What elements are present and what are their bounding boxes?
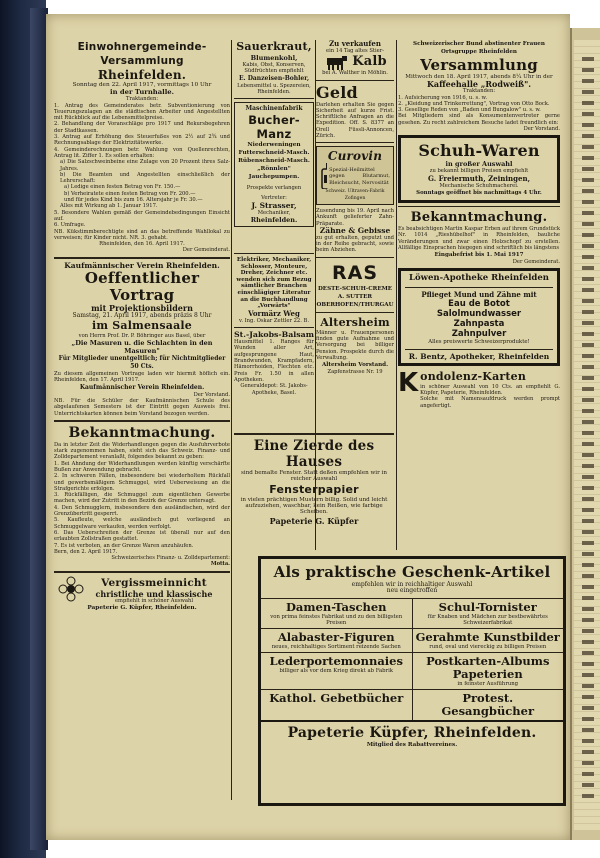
versammlung-place: Kaffeehalle „Rodweiß".	[426, 79, 532, 90]
kondolenz-initial: K	[398, 367, 419, 398]
bekannt-place-date: Bern, den 2. April 1917.	[54, 548, 118, 555]
zierde-product: Fensterpapier	[269, 482, 359, 496]
curovin-name: Curovin	[327, 149, 383, 164]
gift-sub2: neu eingetroffen	[386, 587, 438, 595]
bekannt2-title: Bekanntmachung.	[410, 209, 548, 225]
kondolenz-title: ondolenz-Karten	[420, 369, 527, 383]
bucher-name: Bucher-Manz	[248, 113, 300, 142]
gift-cell-sub: von prima feinstes Fabrikat und zu den billigsten Preisen	[270, 613, 403, 626]
gift-cell-title: Schul-Tornister	[438, 599, 537, 614]
sauerkraut-line: E. Danzeisen-Bohler,	[238, 74, 310, 82]
curovin-ad	[316, 146, 394, 205]
sauerkraut-line: Blumenkohl,	[250, 54, 298, 62]
column-rule	[231, 40, 232, 800]
einwohner-item: a) Die Salzschweinbeine eine Zulage von 20 Prozent ihres Salz-Jahres.	[60, 159, 230, 172]
gift-cell-title: Alabaster-Figuren	[277, 630, 395, 644]
altersheim-addr: Zapfenstrasse Nr. 19	[327, 369, 383, 376]
einwohner-item: b) Verheiratete einen festen Betrag von Fr. 200.—	[64, 190, 196, 197]
altersheim-ad	[316, 316, 394, 376]
zaehne-text: Zusendung bis 19. April nach Ankunft gelieferter Zahn-Präparate.	[316, 207, 394, 227]
einwohner-notice	[54, 40, 230, 254]
versammlung-pre: Schweizerischer Bund abstinenter Frauen Ortsgruppe Rheinfelden	[413, 41, 545, 55]
einwohner-item: 1. Antrag des Gemeinderates betr. Subventionierung von Teuerungszulagen an die städtischen Arbeiter und Angestellten mit Rückblick auf die Lebensmittelpreise.	[54, 102, 230, 122]
schuh-line4: Sonntags geöffnet bis nachmittags 4 Uhr.	[416, 189, 542, 196]
zierde-ad	[234, 430, 394, 525]
einwohner-item: 3. Antrag auf Erhöhung des Steuerfußes von 2½ auf 2¾ und Rechnungsablage der Elektrizitätswerke.	[54, 134, 230, 147]
vergiss-ad	[54, 576, 230, 612]
sauerkraut-ad	[234, 40, 314, 95]
bucher-label: Maschinenfabrik	[245, 105, 303, 113]
gift-cell-title-2: Papeterien	[452, 667, 523, 682]
gift-cell	[261, 690, 412, 720]
sauerkraut-title: Sauerkraut,	[236, 40, 312, 53]
verkaufen-ad	[316, 40, 394, 77]
versammlung-item: 2. „Kleidung und Trinkerrettung", Vortrag von Otto Bock.	[398, 100, 550, 107]
bekannt-title: Bekanntmachung.	[68, 424, 216, 441]
schuh-line3: Mechanische Schuhmacherei.	[439, 182, 519, 189]
schuh-ad	[398, 135, 560, 203]
bekannt-point: 3. Rückfälligen, die Schmuggel zum eigentlichen Gewerbe machen, wird der Zutritt in den Bezirk der Grenze untersagt.	[54, 492, 230, 505]
verkaufen-title: Zu verkaufen	[329, 39, 381, 48]
bekannt-point: 6. Das Ueberschreiten der Grenze ist überall nur auf den erlaubten Zollstraßen gestattet.	[54, 529, 230, 543]
vortrag-subtitle: mit Projektionsbildern	[91, 302, 193, 313]
gift-cell-sub: für Knaben und Mädchen zur bestbewährtes Schweizerfabrikat	[427, 613, 548, 626]
vergiss-title: Vergissmeinnicht	[101, 576, 207, 589]
gift-cell-title: Gerahmte Kunstbilder	[415, 630, 560, 644]
vortrag-date: Samstag, 21. April 1917, abends präzis 8 Uhr	[72, 311, 212, 319]
verkaufen-sub: ein 14 Tag altes Stier-	[326, 48, 384, 54]
sauerkraut-line: Südfrüchten empfiehlt	[244, 68, 304, 75]
next-page-text-fragments	[582, 50, 596, 805]
sauerkraut-line: Lebensmittel u. Spezereien,	[237, 82, 311, 89]
bekannt-name: Motta.	[210, 561, 230, 568]
column-3	[316, 40, 394, 376]
balsam-depot: Generaldepot: St. Jakobs-Apotheke, Basel.	[240, 383, 308, 396]
kondolenz-text: in schöner Auswahl von 10 Cts. an empfiehlt G. Küpfer, Papeterie, Rheinfelden.	[420, 383, 560, 397]
einwohner-item: 5. Besondere Wahlen gemäß der Gemeindebedingungen Einsicht auf.	[54, 209, 230, 222]
flower-ornament-icon	[58, 576, 84, 602]
kondolenz-ad	[398, 367, 560, 409]
zaehne-ad	[316, 208, 394, 254]
vergiss-line3: empfiehlt in schöner Auswahl	[114, 597, 194, 604]
bucher-item: Rübenschneid-Masch.	[238, 158, 310, 165]
versammlung-title: Versammlung	[420, 56, 538, 74]
bucher-rep2: Mechaniker,	[257, 209, 291, 216]
column-rule	[396, 40, 397, 550]
einwohner-item: und für jedes Kind bis zum 16. Altersjahr je Fr. 30.—	[64, 197, 203, 204]
zaehne-sub: zu gut erhalten, geputzt und in der Reihe gebracht, sowie beim Abziehen.	[316, 234, 394, 254]
bekannt-point: 1. Bei Ahndung der Widerhandlungen werden künftig verschärfte Bußen zur Anwendung gebracht.	[54, 460, 230, 473]
apotheke-note: Alles preiswerte Schweizerprodukte!	[428, 339, 530, 346]
bucher-city: Rheinfelden.	[250, 216, 298, 225]
geld-text: Darlehen erhalten Sie gegen Sicherheit auf kurze Frist. Schriftliche Anfragen an die Expedition. Off. S. 8377 an Orell Füssli-Annoncen, Zürich.	[316, 101, 394, 140]
balsam-text: Hausmittel 1. Ranges für Wunden aller Art, aufgesprungene Haut, Brandwunden, Krampfadern, Hämorrhoiden, Flechten etc. Preis Fr. 1.50 in allen Apotheken.	[234, 339, 314, 383]
vortrag-org: Kaufmännischer Verein Rheinfelden.	[64, 260, 220, 270]
bekannt-point: 4. Den Schmugglern, insbesondere den ausländischen, wird der Grenzübertritt gesperrt.	[54, 504, 230, 518]
einwohner-place-date: Rheinfelden, den 16. April 1917.	[99, 241, 185, 248]
geld-title: Geld	[316, 82, 358, 102]
curovin-maker: Schweiz. Ultraven-Fabrik Zofingen	[325, 189, 385, 201]
bucher-vertreter: Vertreter:	[261, 195, 287, 202]
apotheke-footer: R. Bentz, Apotheker, Rheinfelden	[408, 351, 550, 361]
bekannt2-notice	[398, 210, 560, 265]
zierde-text: sind bemalte Fenster. Statt deßen empfehlen wir in reicher Auswahl	[241, 470, 387, 483]
gift-cell-sub: neues, reichhaltiges Sortiment reizende Sachen	[271, 644, 401, 650]
elektriker-addr: v. Ing. Oskar Zettler 22. B.	[239, 317, 309, 324]
bucher-prospekt: Prospekte verlangen	[246, 185, 302, 192]
zierde-firm: Papeterie G. Küpfer	[269, 516, 359, 527]
apotheke-title: Löwen-Apotheke Rheinfelden	[409, 273, 549, 284]
gift-cell	[412, 599, 564, 628]
einwohner-traktanden-label: Traktanden:	[125, 96, 159, 103]
vortrag-invite: Zu diesem allgemeinen Vortrage laden wir hiermit höflich ein. Rheinfelden, den 17. April 1917.	[54, 371, 230, 384]
bekannt-body: Da in letzter Zeit die Widerhandlungen gegen die Ausfuhrverbote stark zugenommen haben, sieht sich das Schweiz. Finanz- und Zolldepartement veranlaßt, folgendes bekannt zu geben:	[54, 441, 230, 461]
ras-line2: A. SUTTER	[337, 293, 373, 300]
einwohner-item: 4. Gemeinderechnungen betr. Wahlung von Quellenrechten, Antrag lit. Ziffer 1. Es sollen erhalten:	[54, 146, 230, 159]
gift-footer: Mitglied des Rabattvereines.	[366, 742, 458, 749]
bekannt-notice	[54, 425, 230, 568]
zierde-title: Eine Zierde des Hauses	[253, 438, 375, 470]
gift-sub1: empfehlen wir in reichhaltiger Auswahl	[351, 581, 473, 588]
verkaufen-name: Kalb	[352, 54, 387, 70]
bekannt2-signer: Der Gemeinderat.	[512, 259, 560, 266]
gift-cell-sub: rund, oval und viereckig zu billigen Preisen	[429, 644, 547, 650]
versammlung-notice	[398, 40, 560, 132]
elektriker-weg: Vormärz Weg	[248, 308, 300, 318]
versammlung-item: 3. Gesellige Reden von „Baden und Bungalow" u. s. w.	[398, 107, 541, 114]
calf-icon	[323, 54, 349, 70]
schuh-line1: in großer Auswahl	[445, 160, 513, 169]
apotheke-ad	[398, 268, 560, 365]
vortrag-board: Der Vorstand.	[193, 391, 230, 398]
altersheim-title: Altersheim	[320, 315, 390, 329]
vortrag-notice	[54, 262, 230, 417]
einwohner-item: a) Ledige einen festen Betrag von Fr. 150.—	[64, 184, 181, 191]
gift-articles-ad	[258, 556, 566, 806]
gift-cell-title: Damen-Taschen	[285, 599, 387, 614]
elektriker-text: Elektriker, Mechaniker, Schlosser, Monteure, Dreher, Zeichner etc. wenden sich zum Bezug sämtlicher Branchen einschlägiger Literatur an die Buchhandlung „Vorwärts"	[236, 257, 312, 310]
gift-cell	[412, 653, 564, 689]
altersheim-text: Männer u. Frauenpersonen finden gute Aufnahme und Versorgung bei billiger Pension. Prospekte durch die Verwaltung.	[316, 329, 394, 361]
vortrag-nb: NB. Für die Schüler der Kaufmännischen Schule des abgelaufenen Semesters ist der Eintritt gegen Ausweis frei. Unterrichtskarten können beim Vorstand bezogen werden.	[54, 397, 230, 417]
bekannt-point: 2. In schweren Fällen, insbesondere bei wiederholtem Rückfall und gewerbsmäßigem Schmuggel, wird Ueberweisung an die Strafgerichte erfolgen.	[54, 473, 230, 492]
ras-mark: RAS	[331, 261, 379, 284]
einwohner-place: in der Turnhalle.	[109, 88, 174, 97]
column-1	[54, 40, 230, 612]
versammlung-traktanden-label: Traktanden:	[462, 88, 496, 95]
gift-cell-title: Postkarten-Albums	[426, 654, 550, 669]
bucher-ad	[234, 102, 314, 227]
ras-ad	[316, 261, 394, 309]
einwohner-title: Einwohnergemeinde-Versammlung	[77, 41, 207, 67]
apotheke-product: Zahnpasta	[453, 319, 505, 330]
einwohner-signer: Der Gemeinderat.	[182, 247, 230, 254]
einwohner-item: 2. Behandlung der Voranschläge pro 1917 und Rekursbegehren der Stadtkassen.	[54, 121, 230, 134]
bekannt-point: 7. Es ist verboten, an der Grenze Waren anzuhäufen.	[54, 542, 194, 549]
gift-cell	[412, 690, 564, 720]
vortrag-fee: Für Mitglieder unentgeltlich; für Nichtmitglieder 50 Cts.	[58, 355, 226, 371]
apotheke-product: Zahnpulver	[451, 329, 507, 340]
balsam-title: St.-Jakobs-Balsam	[234, 330, 314, 340]
vortrag-title: Oeffentlicher Vortrag	[84, 268, 200, 304]
ras-line3: OBERHOFEN/THURGAU	[316, 301, 394, 308]
bekannt2-deadline: Eingabefrist bis 1. Mai 1917	[434, 252, 524, 259]
bucher-item: Jauchepumpen.	[248, 174, 300, 181]
gift-cell	[412, 629, 564, 652]
gift-cell-sub: in feinster Ausführung	[457, 681, 519, 688]
versammlung-date: Mittwoch den 18. April 1917, abends 8¼ Uhr in der	[405, 74, 553, 80]
versammlung-signer: Der Vorstand.	[523, 126, 560, 133]
column-2	[234, 40, 314, 396]
versammlung-note: Bei Mitgliedern sind als Konsumentenvertreter gerne gesehen. Zu recht zahlreichem Besuche ladet freundlich ein:	[398, 113, 560, 126]
ras-line1: DESTE-SCHUH-CREME	[317, 285, 393, 292]
balsam-ad	[234, 331, 314, 396]
gift-title: Als praktische Geschenk-Artikel	[273, 563, 551, 581]
vortrag-org2: Kaufmännischer Verein Rheinfelden.	[79, 383, 205, 391]
gift-cell-title: Lederportemonnaies	[269, 654, 403, 669]
sauerkraut-line: Kabis, Obst, Konserven,	[242, 62, 306, 68]
apotheke-product: Salolmundwasser	[436, 309, 522, 320]
gift-cell-sub: billiger als vor dem Krieg direkt ab Fabrik	[279, 668, 393, 675]
geld-ad	[316, 84, 394, 140]
bucher-rep: J. Strasser,	[251, 200, 297, 210]
verkaufen-owner: bei A. Walther in Möhlin.	[322, 70, 388, 77]
einwohner-date: Sonntag den 22. April 1917, vormittags 10 Uhr	[72, 82, 212, 88]
sauerkraut-line: Rheinfelden.	[257, 88, 291, 95]
schuh-name: G. Freiermuth, Zeiningen,	[427, 173, 531, 183]
gift-cell	[261, 629, 412, 652]
zierde-desc: in vielen prächtigen Mustern billig. Solid und leicht aufzuziehen, waschbar, kein Reißen, wie farbige Scheiben.	[240, 496, 388, 516]
versammlung-item: 1. Aufsicherung von 1916, u. s. w.	[398, 94, 487, 101]
einwohner-item: 6. Umfrage.	[54, 222, 86, 229]
bucher-item: Futterschneid-Masch.	[238, 150, 310, 157]
zaehne-title: Zähne & Gebisse	[319, 225, 391, 235]
einwohner-note: NB. Kükstimmberechtigte sind an das betreffende Wahllokal zu verweisen; für Kinder nicht. NR. 3. gehabt.	[54, 228, 230, 241]
einwohner-town: Rheinfelden.	[97, 68, 187, 82]
bekannt-signer: Schweizerisches Finanz- u. Zolldepartement:	[111, 555, 230, 562]
bucher-item: „Rönnlen"	[257, 166, 291, 173]
bottle-icon	[320, 163, 327, 189]
vergiss-line2: christliche und klassische	[95, 588, 213, 599]
kondolenz-extra: Solche mit Namensaufdruck werden prompt angefertigt.	[420, 396, 560, 409]
gift-cell-title: Protest. Gesangbücher	[441, 691, 535, 719]
schuh-title: Schuh-Waren	[418, 141, 540, 161]
bucher-item: Niederweningen	[247, 142, 301, 149]
apotheke-line1: Pflieget Mund und Zähne mit	[421, 290, 537, 300]
gift-firm: Papeterie Küpfer, Rheinfelden.	[287, 725, 537, 742]
bekannt-point: 5. Kaufleute, welche ausländisch gut vorliegend an Schmuggelware verkaufen, werden verfolgt.	[54, 517, 230, 530]
curovin-text: Spezial-Heilmittel gegen Blutarmut, Bleichsucht, Nervosität	[329, 166, 390, 186]
einwohner-item: Alles mit Wirkung ab 1. Januar 1917.	[60, 203, 158, 210]
bekannt2-text: Es beabsichtigen Martin Kaspar Erben auf ihrem Grundstück Nr. 1014 „Rieshübelhof" in Rheinfelden, bauliche Veränderungen und zwar einen Holzschopf zu erstellen. Allfällige Einsprachen hiegegen sind schriftlich bis längstens	[398, 225, 560, 251]
einwohner-item: b) Die Beamten und Angestellten einschließlich der Lehrerschaft:	[60, 171, 230, 185]
schuh-line2: zu bekannt billigen Preisen empfiehlt	[429, 168, 529, 175]
vortrag-topic: „Die Masuren u. die Schlachten in den Masuren"	[71, 339, 213, 356]
vortrag-speaker: von Herrn Prof. Dr. P. Böhringer aus Basel, über	[78, 332, 206, 339]
elektriker-ad	[234, 257, 314, 324]
column-4	[398, 40, 560, 409]
apotheke-product: Eau de Botot	[448, 299, 510, 310]
gift-cell	[261, 653, 412, 689]
altersheim-contact: Altersheim Vorstand.	[321, 362, 389, 369]
vortrag-place: im Salmensaale	[92, 318, 192, 332]
gift-cell-title: Kathol. Gebetbücher	[269, 691, 404, 706]
vergiss-firm: Papeterie G. Küpfer, Rheinfelden.	[87, 605, 197, 612]
gift-cell	[261, 599, 412, 628]
